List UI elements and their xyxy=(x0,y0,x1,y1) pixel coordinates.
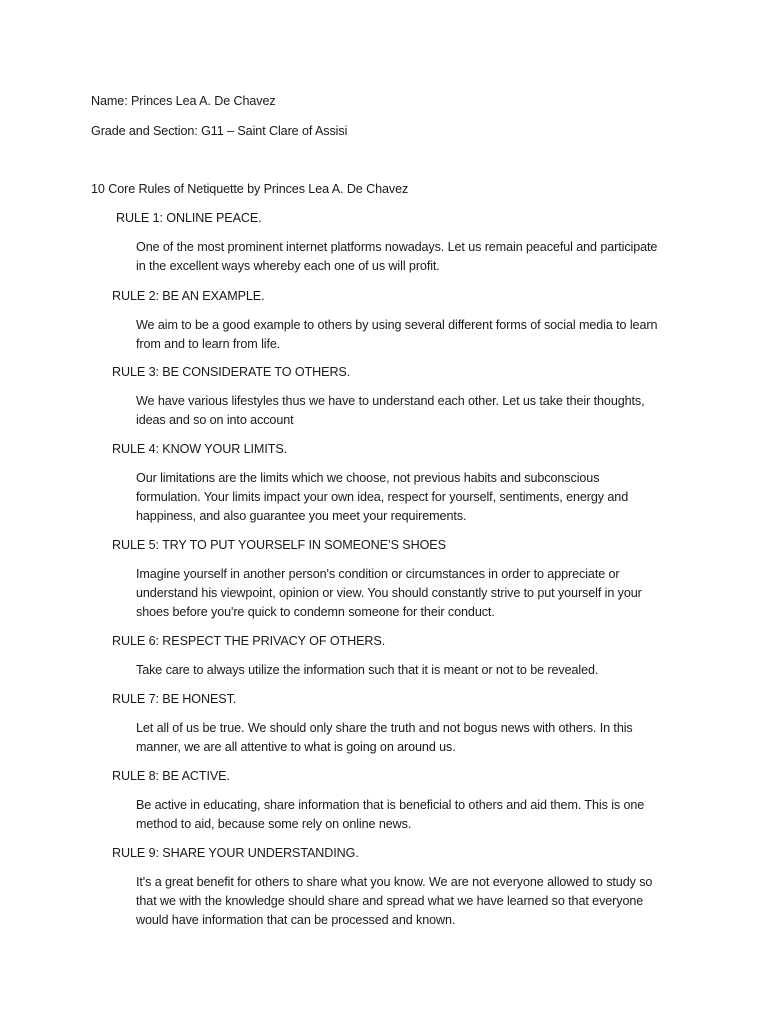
rule-body-line: We have various lifestyles thus we have to understand each other. Let us take their thoughts, xyxy=(136,394,645,408)
rule-body-line: We aim to be a good example to others by using several different forms of social media to learn xyxy=(136,318,658,332)
rule-title: RULE 9: SHARE YOUR UNDERSTANDING. xyxy=(112,846,359,860)
rule-body-line: Let all of us be true. We should only share the truth and not bogus news with others. In this xyxy=(136,721,633,735)
rule-title: RULE 4: KNOW YOUR LIMITS. xyxy=(112,442,288,456)
rule-body-line: Take care to always utilize the information such that it is meant or not to be revealed. xyxy=(136,663,599,677)
rule-body-line: It's a great benefit for others to share what you know. We are not everyone allowed to study so xyxy=(136,875,653,889)
rule-body xyxy=(136,565,676,622)
rule-body-line: happiness, and also guarantee you meet your requirements. xyxy=(136,509,467,523)
rule-body-line: shoes before you're quick to condemn someone for their conduct. xyxy=(136,605,495,619)
rule-body-line: would have information that can be processed and known. xyxy=(136,913,456,927)
rule-body-line: in the excellent ways whereby each one of us will profit. xyxy=(136,259,440,273)
rule-title: RULE 7: BE HONEST. xyxy=(112,692,237,706)
rule-body-line: formulation. Your limits impact your own idea, respect for yourself, sentiments, energy and xyxy=(136,490,629,504)
rule-body-line: method to aid, because some rely on online news. xyxy=(136,817,412,831)
rule-title: RULE 6: RESPECT THE PRIVACY OF OTHERS. xyxy=(112,634,386,648)
rule-title: RULE 1: ONLINE PEACE. xyxy=(116,211,262,225)
rule-body-line: understand his viewpoint, opinion or view. You should constantly strive to put yourself in your xyxy=(136,586,642,600)
rule-body xyxy=(136,238,676,276)
rule-body-line: One of the most prominent internet platforms nowadays. Let us remain peaceful and participate xyxy=(136,240,658,254)
rule-body xyxy=(136,469,676,526)
rule-title: RULE 3: BE CONSIDERATE TO OTHERS. xyxy=(112,365,351,379)
rule-body-line: Imagine yourself in another person's condition or circumstances in order to appreciate or xyxy=(136,567,620,581)
rule-body-line: ideas and so on into account xyxy=(136,413,294,427)
rule-body-line: from and to learn from life. xyxy=(136,337,281,351)
rule-body xyxy=(136,392,676,430)
rule-title: RULE 5: TRY TO PUT YOURSELF IN SOMEONE’S SHOES xyxy=(112,538,446,552)
rule-title: RULE 2: BE AN EXAMPLE. xyxy=(112,289,265,303)
rule-body xyxy=(136,316,676,354)
rule-body xyxy=(136,661,676,680)
rule-body xyxy=(136,796,676,834)
rule-body-line: manner, we are all attentive to what is going on around us. xyxy=(136,740,456,754)
rule-body xyxy=(136,873,676,930)
rule-body-line: that we with the knowledge should share and spread what we have learned so that everyone xyxy=(136,894,644,908)
rule-body-line: Our limitations are the limits which we choose, not previous habits and subconscious xyxy=(136,471,600,485)
student-name: Name: Princes Lea A. De Chavez xyxy=(91,94,276,108)
grade-section: Grade and Section: G11 – Saint Clare of Assisi xyxy=(91,124,348,138)
rule-body-line: Be active in educating, share information that is beneficial to others and aid them. This is one xyxy=(136,798,645,812)
rule-title: RULE 8: BE ACTIVE. xyxy=(112,769,230,783)
document-heading: 10 Core Rules of Netiquette by Princes Lea A. De Chavez xyxy=(91,182,409,196)
rule-body xyxy=(136,719,676,757)
